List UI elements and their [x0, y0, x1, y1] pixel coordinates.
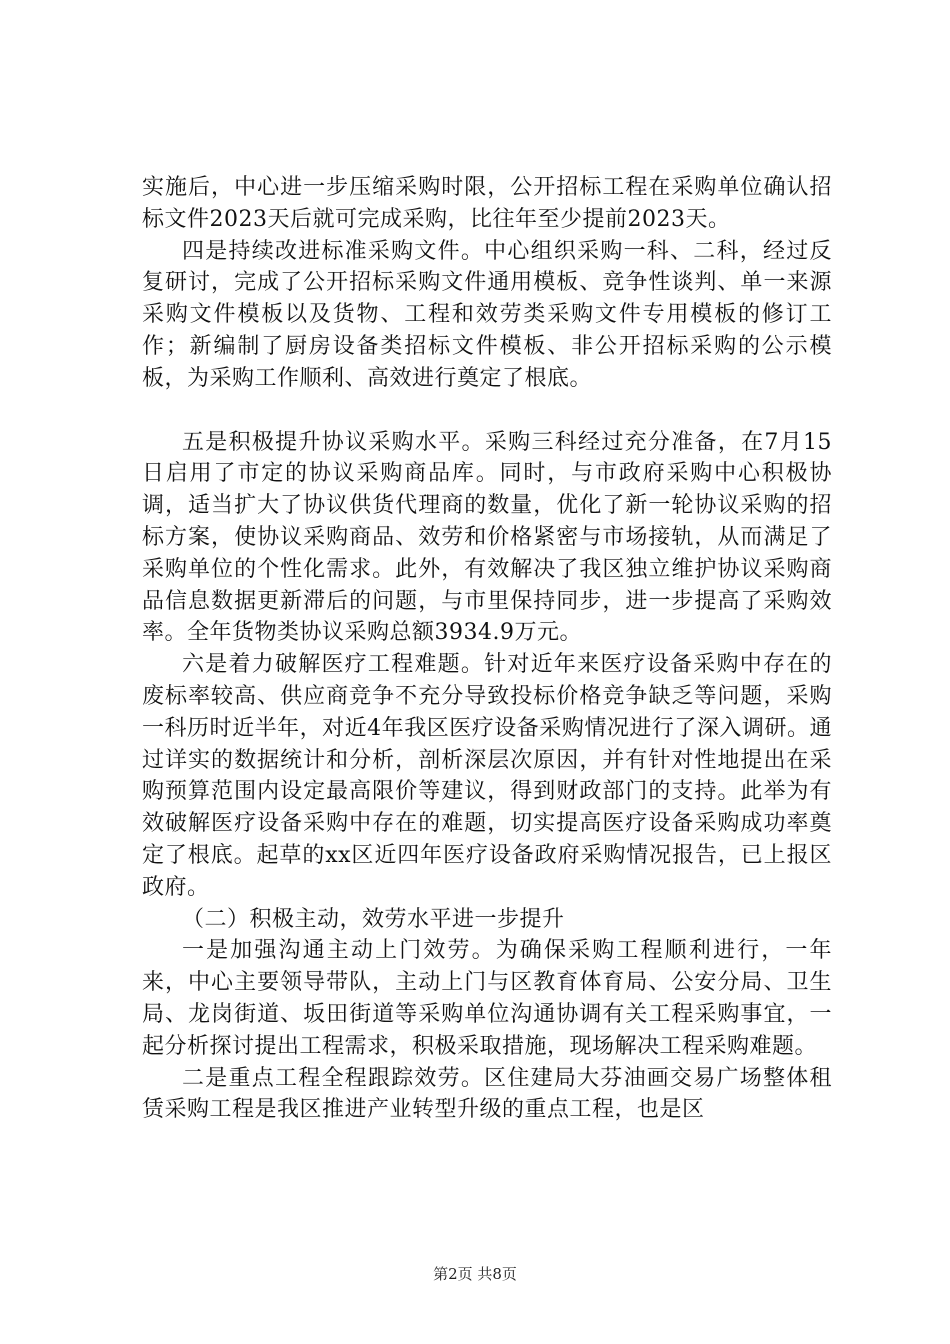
document-body — [142, 172, 832, 1126]
paragraph-key-projects: 二是重点工程全程跟踪效劳。区住建局大芬油画交易广场整体租赁采购工程是我区推进产业转型升级的重点工程，也是区 — [142, 1065, 832, 1123]
paragraph-continuation: 实施后，中心进一步压缩采购时限，公开招标工程在采购单位确认招标文件2023天后就可完成采购，比往年至少提前2023天。 — [142, 175, 832, 232]
paragraph-medical-projects: 六是着力破解医疗工程难题。针对近年来医疗设备采购中存在的废标率较高、供应商竞争不充分导致投标价格竞争缺乏等问题，采购一科历时近半年，对近4年我区医疗设备采购情况进行了深入调研。通过详实的数据统计和分析，剖析深层次原因，并有针对性地提出在采购预算范围内设定最高限价等建议，得到财政部门的支持。此举为有效破解医疗设备采购中存在的难题，切实提高医疗设备采购成功率奠定了根底。起草的xx区近四年医疗设备政府采购情况报告，已上报区政府。 — [142, 652, 832, 900]
section-heading: （二）积极主动，效劳水平进一步提升 — [182, 906, 565, 932]
page-number-footer: 第2页 共8页 — [433, 1265, 517, 1283]
paragraph-agreement-procurement: 五是积极提升协议采购水平。采购三科经过充分准备，在7月15日启用了市定的协议采购商品库。同时，与市政府采购中心积极协调，适当扩大了协议供货代理商的数量，优化了新一轮协议采购的招标方案，使协议采购商品、效劳和价格紧密与市场接轨，从而满足了采购单位的个性化需求。此外，有效解决了我区独立维护协议采购商品信息数据更新滞后的问题，与市里保持同步，进一步提高了采购效率。全年货物类协议采购总额3934.9万元。 — [142, 429, 832, 646]
paragraph-communication: 一是加强沟通主动上门效劳。为确保采购工程顺利进行，一年来，中心主要领导带队，主动上门与区教育体育局、公安分局、卫生局、龙岗街道、坂田街道等采购单位沟通协调有关工程采购事宜，一起分析探讨提出工程需求，积极采取措施，现场解决工程采购难题。 — [142, 938, 832, 1059]
paragraph-standard-docs: 四是持续改进标准采购文件。中心组织采购一科、二科，经过反复研讨，完成了公开招标采购文件通用模板、竞争性谈判、单一来源采购文件模板以及货物、工程和效劳类采购文件专用模板的修订工作；新编制了厨房设备类招标文件模板、非公开招标采购的公示模板，为采购工作顺利、高效进行奠定了根底。 — [142, 238, 832, 391]
